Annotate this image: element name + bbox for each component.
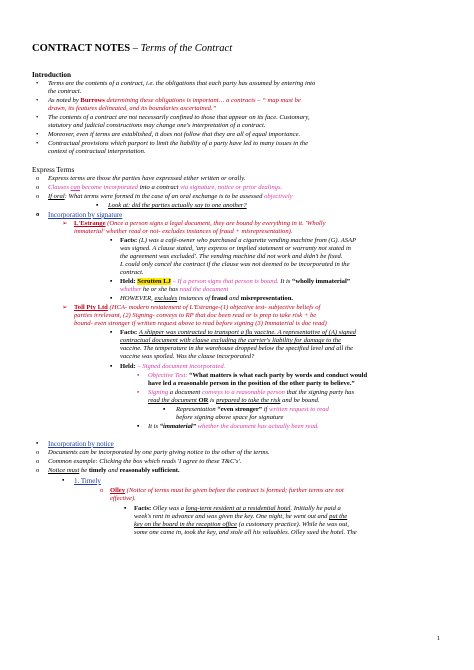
facts-line: was signed. A clause stated, 'any express or implied statement or warranty not stated in	[120, 245, 351, 252]
circle-bullet-icon: o	[36, 449, 40, 456]
intro-line: Moreover, even if terms are established, it does not follow that they are all of equal importance.	[48, 131, 301, 138]
intro-line: statutory and judicial constructions may change one's interpretation of a contract.	[48, 122, 266, 129]
intro-line: As noted by Burrows determining these obligations is important… a contracts – “ map must be	[48, 97, 301, 104]
square-bullet-icon: ▪	[124, 505, 127, 512]
express-line: Express terms are those the parties have expressed either written or orally.	[48, 175, 246, 182]
held-line: Held: – Signed document incorporated.	[120, 363, 226, 370]
square-bullet-icon: ▪	[96, 202, 99, 209]
circle-bullet-icon: o	[100, 487, 104, 494]
intro-heading: Introduction	[32, 71, 72, 79]
representation-line: before signing above space for signature	[176, 414, 284, 421]
held-line: whether he or she has read the document	[120, 286, 229, 293]
arrow-bullet-icon: ➢	[62, 304, 68, 311]
bullet-icon: •	[36, 114, 39, 121]
toll-line: Toll Pty Ltd (HCA- modern restatement of L'Estrange-(1) objective test- subjective beliefs of	[74, 304, 321, 311]
circle-bullet-icon: o	[36, 193, 40, 200]
timely-heading: 1. Timely	[74, 477, 101, 485]
square-bullet-icon: ▪	[137, 372, 140, 379]
olley-line: Olley (Notice of terms must be given before the contract is formed; further terms are not	[110, 487, 344, 494]
intro-line: the contract.	[48, 88, 82, 95]
express-line: Look at: did the parties actually say to one another?	[108, 202, 247, 209]
objective-test-line: have led a reasonable person in the position of the other party to believe.”	[148, 380, 355, 387]
toll-line: parties irrelevant, (2) Signing- conveys to RP that doc been read or is prep to take risk + be	[74, 312, 317, 319]
immaterial-line: It is “immaterial” whether the document has actually been read.	[148, 423, 319, 430]
notice-line: Common example: Clicking the box which reads 'I agree to these T&C's'.	[48, 458, 242, 465]
square-bullet-icon: ▪	[110, 237, 113, 244]
circle-bullet-icon: o	[36, 458, 40, 465]
square-bullet-icon: ▪	[110, 363, 113, 370]
facts-line: vaccine. The temperature in the warehouse dropped below the specified level and all the	[120, 345, 353, 352]
page-number: 1	[436, 635, 440, 642]
bullet-icon: •	[36, 131, 39, 138]
signing-line: read the document OR is prepared to take the risk and be bound.	[148, 397, 320, 404]
facts-line: Facts: (L) was a café-owner who purchased a cigarette vending machine from (G). ASAP	[120, 237, 357, 244]
square-bullet-icon: ▪	[110, 295, 113, 302]
intro-line: Terms are the contents of a contract, i.e. the obligations that each party has assumed by entering into	[48, 80, 316, 87]
signing-line: Signing a document conveys to a reasonable person that the signing party has	[148, 389, 355, 396]
express-line: If oral: What terms were formed in the case of an oral exchange is to be assessed objectively	[48, 193, 293, 200]
bullet-icon: •	[36, 440, 39, 447]
circle-bullet-icon: o	[36, 175, 40, 182]
facts-line: vaccine was spoiled. Was the clause incorporated?	[120, 353, 255, 360]
facts-line: week's rent in advance and was given the key. One night, he went out and put the	[134, 513, 348, 520]
facts-line: key on the board in the reception office (a customary practice). While he was out,	[134, 521, 349, 528]
notice-heading: Incorporation by notice	[48, 440, 114, 448]
facts-line: contractual document with clause excluding the carrier's liability for damage to the	[120, 337, 341, 344]
intro-line: The contents of a contract are not necessarily confined to those that appear on its face. Customary,	[48, 114, 310, 121]
representation-line: Representation “even stronger” if written request to read	[176, 406, 329, 413]
notice-line: Documents can be incorporated by one party giving notice to the other of the terms.	[48, 449, 270, 456]
arrow-bullet-icon: ➢	[62, 220, 68, 227]
intro-line: context of contractual interpretation.	[48, 148, 146, 155]
signature-heading: Incorporation by signature	[48, 211, 123, 219]
circle-bullet-icon: o	[36, 211, 40, 218]
square-bullet-icon: ▪	[110, 278, 113, 285]
facts-line: contract.	[120, 269, 144, 276]
facts-line: Facts: A shipper was contracted to transport a flu vaccine. A representative of (A) signed	[120, 329, 356, 336]
square-bullet-icon: ▪	[110, 329, 113, 336]
square-bullet-icon: ▪	[137, 423, 140, 430]
facts-line: Facts: Olley was a long-term resident at a residential hotel. Initially he paid a	[134, 505, 341, 512]
toll-line: bound- even stronger if written request above to read before signing (3) Immaterial is doc read)	[74, 320, 327, 327]
held-line: HOWEVER, excludes instances of fraud and misrepresentation.	[120, 295, 294, 302]
page-title: CONTRACT NOTES – Terms of the Contract	[32, 43, 233, 54]
bullet-icon: •	[36, 80, 39, 87]
facts-line: some one came in, took the key, and stole all his valuables. Olley sued the hotel. The	[134, 529, 357, 536]
signature-line: immaterial' whether read or not- excludes instances of fraud + misrepresentation).	[74, 228, 293, 235]
intro-line: Contractual provisions which purport to limit the liability of a party have led to many issues in the	[48, 140, 309, 147]
circle-bullet-icon: o	[36, 467, 40, 474]
held-line: Held: Scrutten LJ – If a person signs that person is bound. It is “wholly immaterial”	[120, 278, 351, 285]
circle-bullet-icon: o	[36, 184, 40, 191]
olley-line: effective).	[110, 495, 136, 502]
square-bullet-icon: ▪	[62, 477, 65, 484]
bullet-icon: •	[36, 97, 39, 104]
notice-line: Notice must be timely and reasonably sufficient.	[48, 467, 180, 474]
signature-line: L'Estrange (Once a person signs a legal document, they are bound by everything in it. 'Wholly	[74, 220, 326, 227]
express-line: Clauses can become incorporated into a contract via signature, notice or prior dealings.	[48, 184, 283, 191]
objective-test-line: Objective Test: “What matters is what each party by words and conduct would	[148, 372, 368, 379]
facts-line: L could only cancel the contract if the clause was not deemed to be incorporated in the	[120, 261, 350, 268]
square-bullet-icon: ▪	[163, 406, 166, 413]
express-heading: Express Terms	[32, 166, 75, 174]
square-bullet-icon: ▪	[137, 389, 140, 396]
intro-line: drawn, its features delineated, and its boundaries ascertained.”	[48, 105, 217, 112]
facts-line: the agreement was excluded'. The vending machine did not work and didn't be fixed.	[120, 253, 343, 260]
bullet-icon: •	[36, 140, 39, 147]
